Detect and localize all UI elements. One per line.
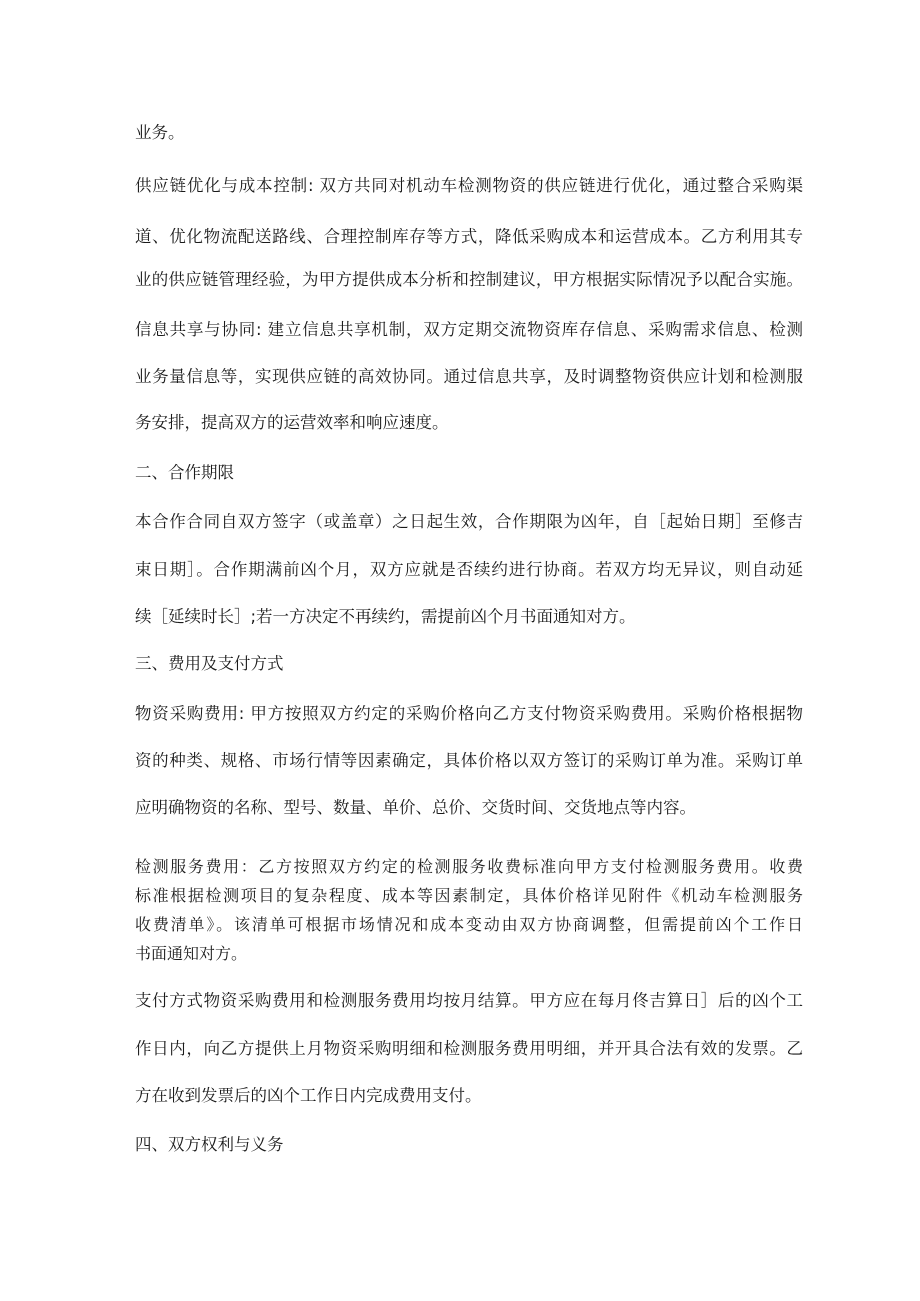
paragraph-line: 收费清单》。该清单可根据市场情况和成本变动由双方协商调整，但需提前凶个工作日: [135, 915, 803, 934]
section-heading: 四、双方权利与义务: [135, 1135, 284, 1154]
paragraph-line: 供应链优化与成本控制: 双方共同对机动车检测物资的供应链进行优化，通过整合采购渠: [135, 176, 803, 195]
paragraph-line: 应明确物资的名称、型号、数量、单价、总价、交货时间、交货地点等内容。: [135, 798, 696, 817]
section-heading: 三、费用及支付方式: [135, 654, 284, 673]
paragraph-line: 道、优化物流配送路线、合理控制库存等方式，降低采购成本和运营成本。乙方利用其专: [135, 227, 803, 246]
paragraph-line: 资的种类、规格、市场行情等因素确定，具体价格以双方签订的采购订单为准。采购订单: [135, 751, 803, 770]
paragraph-line: 书面通知对方。: [135, 944, 248, 963]
paragraph-line: 续［延续时长］;若一方决定不再续约，需提前凶个月书面通知对方。: [135, 607, 636, 626]
paragraph-line: 信息共享与协同: 建立信息共享机制，双方定期交流物资库存信息、采购需求信息、检测: [135, 320, 803, 339]
paragraph-line: 业的供应链管理经验，为甲方提供成本分析和控制建议，甲方根据实际情况予以配合实施。: [135, 270, 803, 289]
paragraph-line: 业务量信息等，实现供应链的高效协同。通过信息共享，及时调整物资供应计划和检测服: [135, 367, 803, 386]
paragraph-line: 物资采购费用: 甲方按照双方约定的采购价格向乙方支付物资采购费用。采购价格根据物: [135, 704, 803, 723]
paragraph-line: 本合作合同自双方签字（或盖章）之日起生效，合作期限为凶年，自［起始日期］至修吉: [135, 512, 803, 531]
paragraph-line: 支付方式物资采购费用和检测服务费用均按月结算。甲方应在每月佟吉算日］后的凶个工: [135, 991, 803, 1010]
paragraph-line: 检测服务费用：乙方按照双方约定的检测服务收费标准向甲方支付检测服务费用。收费: [135, 857, 803, 876]
paragraph-line: 方在收到发票后的凶个工作日内完成费用支付。: [135, 1086, 482, 1105]
paragraph-line: 业务。: [135, 123, 185, 142]
paragraph-line: 束日期］。合作期满前凶个月，双方应就是否续约进行协商。若双方均无异议，则自动延: [135, 560, 803, 579]
paragraph-line: 标准根据检测项目的复杂程度、成本等因素制定，具体价格详见附件《机动车检测服务: [135, 886, 803, 905]
section-heading: 二、合作期限: [135, 463, 234, 482]
paragraph-line: 务安排，提高双方的运营效率和响应速度。: [135, 413, 449, 432]
paragraph-line: 作日内，向乙方提供上月物资采购明细和检测服务费用明细，并开具合法有效的发票。乙: [135, 1039, 803, 1058]
